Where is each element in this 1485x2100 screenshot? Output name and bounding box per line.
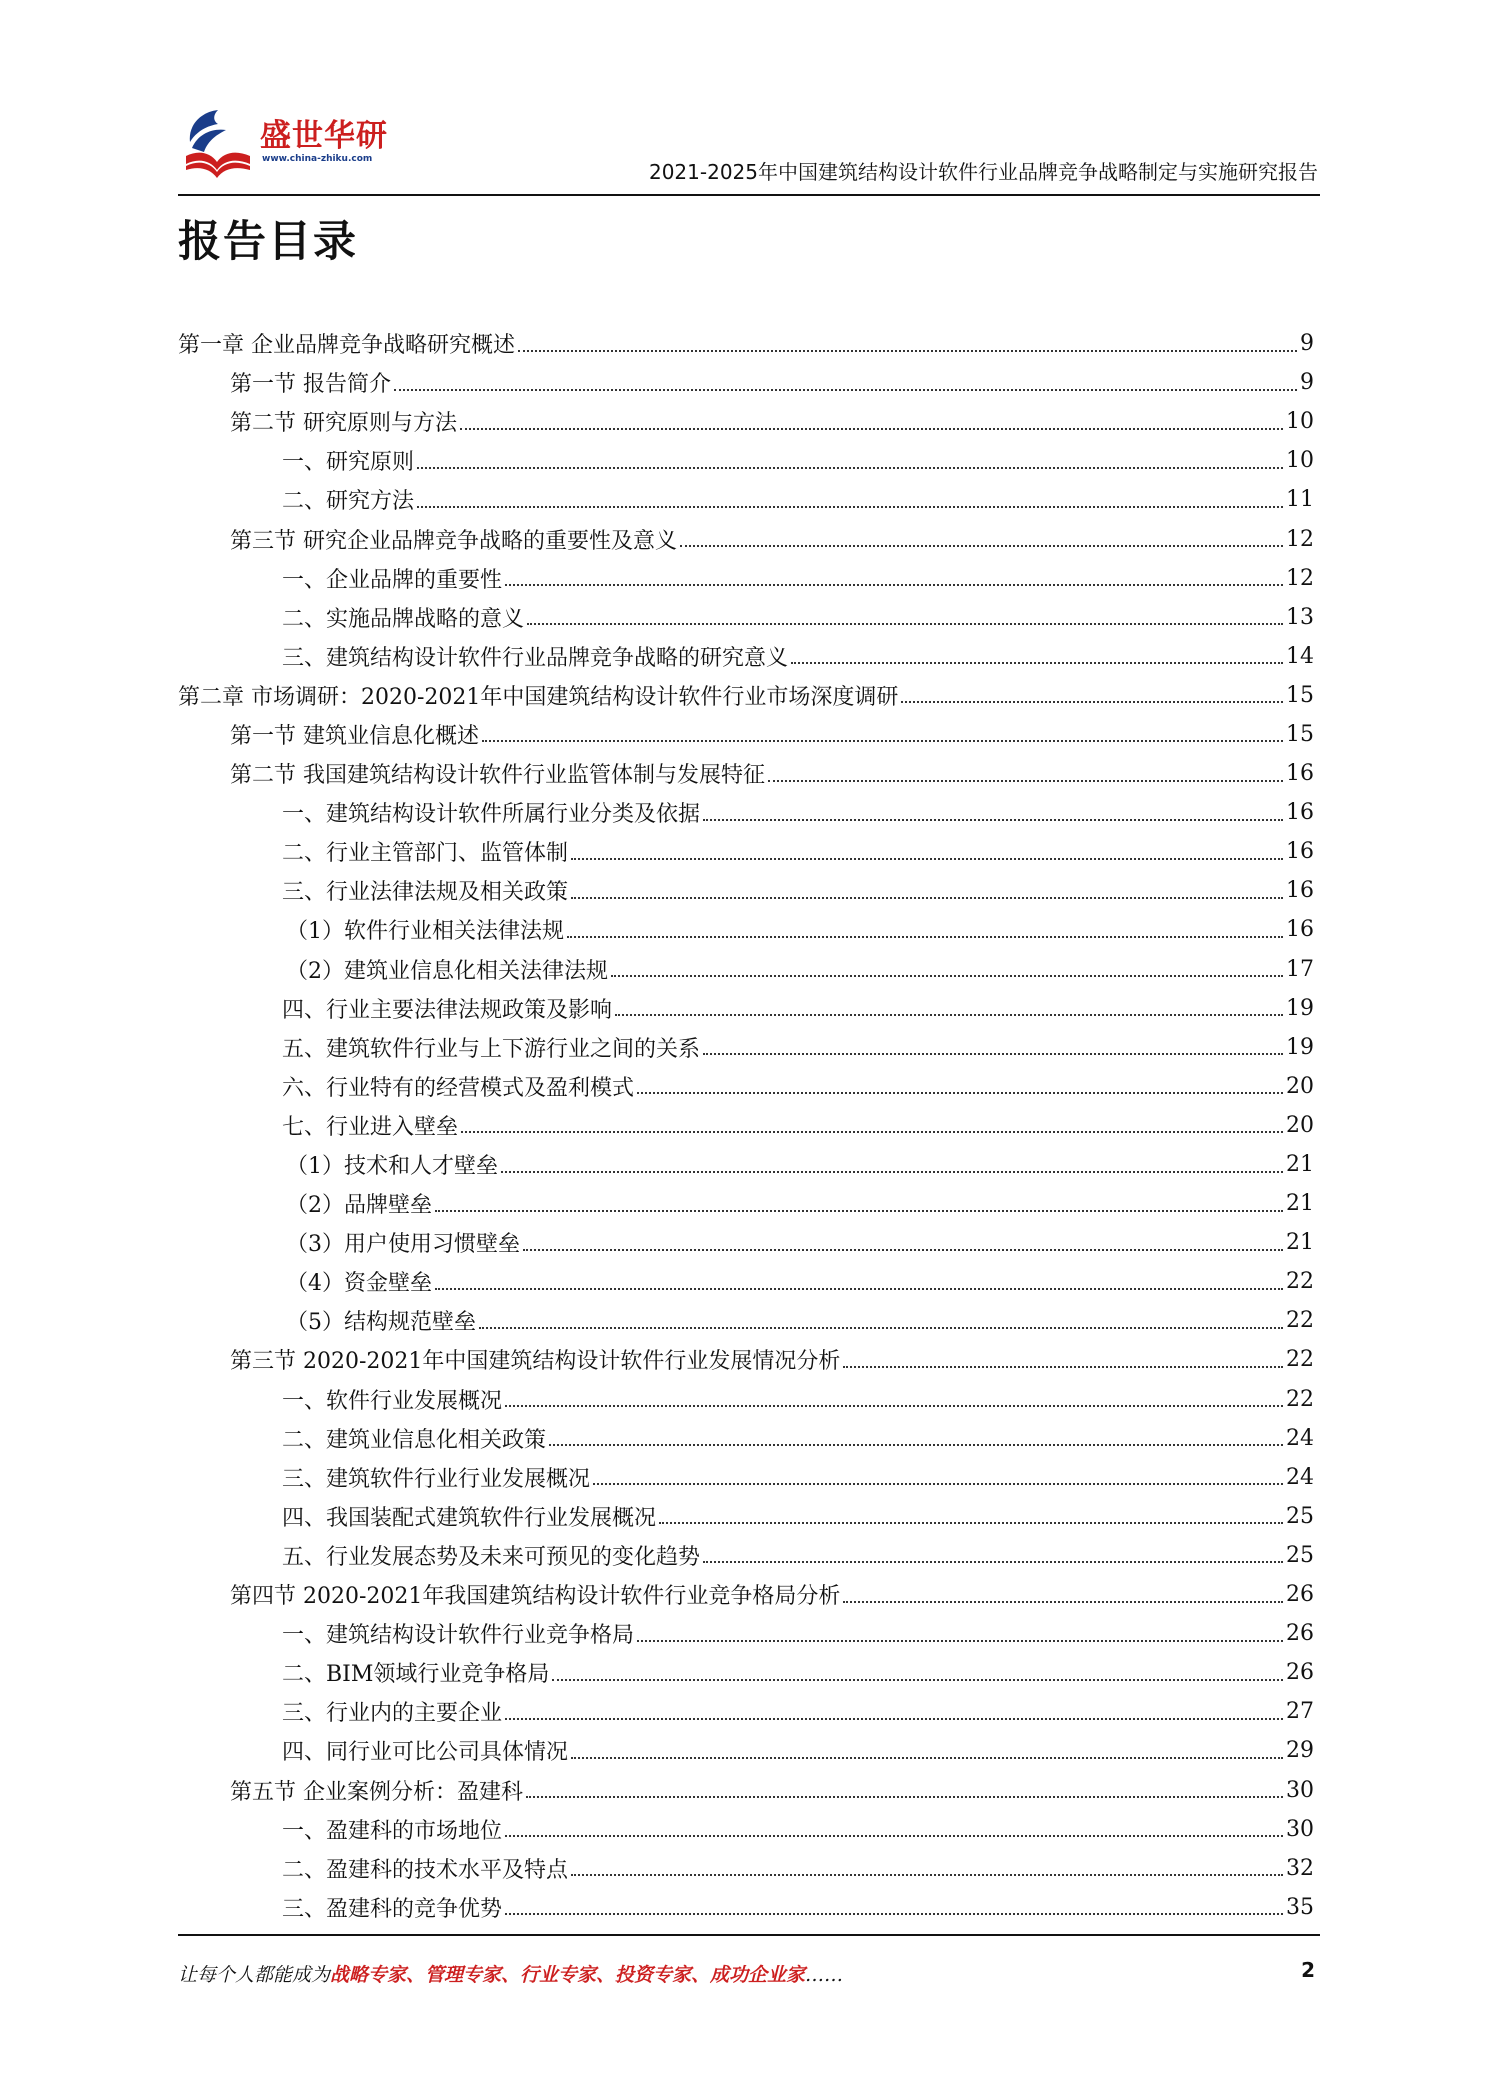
toc-leader-dots — [460, 428, 1283, 430]
toc-entry-label: 二、实施品牌战略的意义 — [282, 606, 525, 632]
toc-leader-dots — [417, 467, 1283, 469]
toc-entry-page: 16 — [1286, 761, 1314, 787]
toc-leader-dots — [501, 1171, 1283, 1173]
toc-leader-dots — [843, 1601, 1283, 1603]
toc-entry[interactable] — [178, 910, 1314, 949]
toc-entry-page: 19 — [1286, 1034, 1314, 1060]
toc-leader-dots — [703, 1053, 1283, 1055]
logo-url: www.china-zhiku.com — [262, 154, 373, 164]
toc-leader-dots — [482, 740, 1283, 742]
toc-entry-page: 30 — [1286, 1816, 1314, 1842]
toc-entry[interactable] — [178, 1380, 1314, 1419]
toc-entry-label: 二、研究方法 — [282, 489, 415, 515]
toc-entry[interactable] — [178, 1497, 1314, 1536]
toc-leader-dots — [901, 701, 1283, 703]
toc-leader-dots — [417, 506, 1283, 508]
toc-entry-page: 25 — [1286, 1503, 1314, 1529]
page-title: 报告目录 — [178, 217, 358, 267]
page-number: 2 — [1301, 1958, 1315, 1982]
toc-entry-label: 第四节 2020-2021年我国建筑结构设计软件行业竞争格局分析 — [230, 1584, 841, 1610]
toc-leader-dots — [703, 1561, 1283, 1563]
toc-entry-label: 一、建筑结构设计软件所属行业分类及依据 — [282, 802, 701, 828]
toc-entry-page: 29 — [1286, 1738, 1314, 1764]
toc-leader-dots — [593, 1483, 1283, 1485]
toc-entry[interactable] — [178, 1184, 1314, 1223]
toc-entry-label: （4）资金壁垒 — [286, 1271, 432, 1297]
toc-leader-dots — [567, 936, 1283, 938]
toc-entry-label: 二、建筑业信息化相关政策 — [282, 1427, 547, 1453]
toc-entry-page: 9 — [1300, 370, 1314, 396]
toc-entry[interactable] — [178, 519, 1314, 558]
report-title: 2021-2025年中国建筑结构设计软件行业品牌竞争战略制定与实施研究报告 — [648, 160, 1318, 184]
toc-entry[interactable] — [178, 559, 1314, 598]
toc-entry-label: 四、同行业可比公司具体情况 — [282, 1740, 569, 1766]
toc-entry[interactable] — [178, 1067, 1314, 1106]
toc-entry[interactable] — [178, 1770, 1314, 1809]
toc-entry-label: 第二节 我国建筑结构设计软件行业监管体制与发展特征 — [230, 763, 765, 789]
toc-leader-dots — [518, 350, 1297, 352]
toc-entry-page: 14 — [1286, 643, 1314, 669]
toc-entry-label: 一、建筑结构设计软件行业竞争格局 — [282, 1623, 635, 1649]
toc-entry-label: 四、行业主要法律法规政策及影响 — [282, 997, 613, 1023]
page-header — [178, 96, 1318, 196]
toc-leader-dots — [505, 1913, 1283, 1915]
toc-entry-page: 11 — [1286, 487, 1314, 513]
toc-entry[interactable] — [178, 871, 1314, 910]
toc-leader-dots — [505, 1405, 1283, 1407]
toc-leader-dots — [527, 623, 1283, 625]
toc-entry[interactable] — [178, 480, 1314, 519]
toc-entry[interactable] — [178, 1614, 1314, 1653]
toc-entry-page: 24 — [1286, 1464, 1314, 1490]
toc-entry-page: 35 — [1286, 1894, 1314, 1920]
footer-slogan — [178, 1960, 843, 1987]
toc-entry-page: 15 — [1286, 682, 1314, 708]
toc-entry-page: 12 — [1286, 565, 1314, 591]
toc-entry-label: 六、行业特有的经营模式及盈利模式 — [282, 1075, 635, 1101]
toc-entry[interactable] — [178, 1458, 1314, 1497]
toc-entry[interactable] — [178, 324, 1314, 363]
toc-leader-dots — [637, 1640, 1283, 1642]
toc-leader-dots — [615, 1014, 1283, 1016]
toc-leader-dots — [394, 389, 1297, 391]
toc-leader-dots — [571, 1757, 1283, 1759]
toc-entry-page: 32 — [1286, 1855, 1314, 1881]
toc-entry-page: 25 — [1286, 1542, 1314, 1568]
toc-entry-page: 21 — [1286, 1191, 1314, 1217]
toc-leader-dots — [505, 1835, 1283, 1837]
toc-entry[interactable] — [178, 598, 1314, 637]
toc-entry[interactable] — [178, 1106, 1314, 1145]
toc-leader-dots — [703, 819, 1283, 821]
slogan-prefix: 让每个人都能成为 — [178, 1964, 331, 1986]
toc-entry-label: 五、建筑软件行业与上下游行业之间的关系 — [282, 1036, 701, 1062]
toc-entry-label: 第三节 2020-2021年中国建筑结构设计软件行业发展情况分析 — [230, 1349, 841, 1375]
toc-entry-label: 第二章 市场调研：2020-2021年中国建筑结构设计软件行业市场深度调研 — [178, 684, 899, 710]
toc-entry[interactable] — [178, 793, 1314, 832]
toc-entry[interactable] — [178, 1653, 1314, 1692]
toc-leader-dots — [523, 1249, 1283, 1251]
toc-leader-dots — [435, 1288, 1283, 1290]
toc-entry-page: 21 — [1286, 1230, 1314, 1256]
toc-leader-dots — [571, 858, 1283, 860]
toc-entry-page: 21 — [1286, 1152, 1314, 1178]
toc-entry-page: 22 — [1286, 1386, 1314, 1412]
toc-entry-page: 30 — [1286, 1777, 1314, 1803]
toc-leader-dots — [479, 1327, 1283, 1329]
toc-entry-label: 第一章 企业品牌竞争战略研究概述 — [178, 333, 515, 359]
toc-entry-label: 四、我国装配式建筑软件行业发展概况 — [282, 1505, 657, 1531]
header-divider — [178, 194, 1320, 196]
toc-entry-page: 16 — [1286, 800, 1314, 826]
toc-entry-label: 三、行业法律法规及相关政策 — [282, 880, 569, 906]
toc-entry-label: 二、行业主管部门、监管体制 — [282, 841, 569, 867]
toc-entry-label: 第二节 研究原则与方法 — [230, 411, 457, 437]
toc-entry-page: 26 — [1286, 1621, 1314, 1647]
toc-entry-page: 22 — [1286, 1308, 1314, 1334]
toc-entry-label: （5）结构规范壁垒 — [286, 1310, 476, 1336]
toc-entry[interactable] — [178, 1731, 1314, 1770]
toc-entry-label: 二、盈建科的技术水平及特点 — [282, 1857, 569, 1883]
toc-entry-page: 27 — [1286, 1699, 1314, 1725]
toc-entry-label: 第三节 研究企业品牌竞争战略的重要性及意义 — [230, 528, 677, 554]
toc-entry[interactable] — [178, 754, 1314, 793]
toc-entry[interactable] — [178, 1262, 1314, 1301]
toc-entry-page: 10 — [1286, 409, 1314, 435]
toc-entry-page: 9 — [1300, 331, 1314, 357]
toc-entry-page: 16 — [1286, 878, 1314, 904]
toc-entry[interactable] — [178, 1692, 1314, 1731]
toc-leader-dots — [843, 1366, 1283, 1368]
toc-entry-label: 七、行业进入壁垒 — [282, 1114, 459, 1140]
toc-entry[interactable] — [178, 1340, 1314, 1379]
toc-entry[interactable] — [178, 441, 1314, 480]
toc-leader-dots — [768, 780, 1283, 782]
toc-leader-dots — [571, 1874, 1283, 1876]
toc-entry-label: （3）用户使用习惯壁垒 — [286, 1232, 520, 1258]
toc-entry[interactable] — [178, 1028, 1314, 1067]
toc-entry-page: 26 — [1286, 1582, 1314, 1608]
toc-entry-page: 19 — [1286, 995, 1314, 1021]
toc-entry-page: 16 — [1286, 839, 1314, 865]
table-of-contents — [178, 324, 1314, 1927]
toc-leader-dots — [549, 1444, 1283, 1446]
toc-entry-label: 第一节 报告简介 — [230, 372, 391, 398]
toc-leader-dots — [571, 897, 1283, 899]
toc-entry[interactable] — [178, 715, 1314, 754]
toc-leader-dots — [791, 662, 1283, 664]
logo-book-icon — [178, 104, 256, 182]
toc-entry-label: 五、行业发展态势及未来可预见的变化趋势 — [282, 1544, 701, 1570]
toc-entry[interactable] — [178, 989, 1314, 1028]
toc-leader-dots — [659, 1522, 1283, 1524]
toc-leader-dots — [637, 1092, 1283, 1094]
toc-entry[interactable] — [178, 676, 1314, 715]
toc-leader-dots — [526, 1796, 1283, 1798]
toc-leader-dots — [461, 1131, 1283, 1133]
toc-leader-dots — [611, 975, 1283, 977]
toc-entry[interactable] — [178, 1810, 1314, 1849]
toc-entry[interactable] — [178, 1849, 1314, 1888]
toc-entry-page: 22 — [1286, 1347, 1314, 1373]
toc-entry-page: 20 — [1286, 1112, 1314, 1138]
toc-leader-dots — [552, 1679, 1283, 1681]
toc-entry-label: （1）软件行业相关法律法规 — [286, 919, 564, 945]
toc-entry[interactable] — [178, 1301, 1314, 1340]
toc-leader-dots — [435, 1210, 1283, 1212]
toc-entry-page: 24 — [1286, 1425, 1314, 1451]
toc-entry[interactable] — [178, 363, 1314, 402]
toc-entry-label: 三、建筑软件行业行业发展概况 — [282, 1466, 591, 1492]
toc-entry-label: 三、行业内的主要企业 — [282, 1701, 503, 1727]
toc-entry-page: 10 — [1286, 448, 1314, 474]
toc-entry-label: 第五节 企业案例分析：盈建科 — [230, 1779, 523, 1805]
slogan-accent: 战略专家、管理专家、行业专家、投资专家、成功企业家 — [330, 1964, 806, 1986]
toc-entry-label: 一、盈建科的市场地位 — [282, 1818, 503, 1844]
slogan-suffix: …… — [805, 1964, 844, 1986]
toc-entry[interactable] — [178, 637, 1314, 676]
toc-entry-page: 16 — [1286, 917, 1314, 943]
toc-entry[interactable] — [178, 1419, 1314, 1458]
toc-entry-label: 一、企业品牌的重要性 — [282, 567, 503, 593]
toc-entry[interactable] — [178, 1536, 1314, 1575]
toc-entry-label: 三、建筑结构设计软件行业品牌竞争战略的研究意义 — [282, 645, 789, 671]
toc-entry[interactable] — [178, 832, 1314, 871]
toc-entry-label: 第一节 建筑业信息化概述 — [230, 723, 479, 749]
toc-entry-page: 22 — [1286, 1269, 1314, 1295]
toc-entry[interactable] — [178, 1223, 1314, 1262]
toc-entry-label: 二、BIM领域行业竞争格局 — [282, 1662, 550, 1688]
toc-entry-page: 26 — [1286, 1660, 1314, 1686]
toc-entry[interactable] — [178, 1145, 1314, 1184]
toc-leader-dots — [505, 1718, 1283, 1720]
footer-divider — [178, 1934, 1320, 1936]
toc-entry[interactable] — [178, 402, 1314, 441]
logo-text: 盛世华研 — [260, 118, 388, 154]
toc-entry-page: 13 — [1286, 604, 1314, 630]
toc-entry-label: 三、盈建科的竞争优势 — [282, 1896, 503, 1922]
toc-entry-label: 一、软件行业发展概况 — [282, 1388, 503, 1414]
toc-entry-page: 12 — [1286, 526, 1314, 552]
toc-entry[interactable] — [178, 950, 1314, 989]
toc-entry-label: （1）技术和人才壁垒 — [286, 1154, 498, 1180]
toc-entry-page: 15 — [1286, 721, 1314, 747]
toc-entry[interactable] — [178, 1888, 1314, 1927]
toc-entry-page: 20 — [1286, 1073, 1314, 1099]
toc-leader-dots — [680, 545, 1283, 547]
company-logo — [178, 104, 428, 186]
toc-leader-dots — [505, 584, 1283, 586]
toc-entry-label: （2）建筑业信息化相关法律法规 — [286, 958, 608, 984]
toc-entry-label: （2）品牌壁垒 — [286, 1193, 432, 1219]
toc-entry[interactable] — [178, 1575, 1314, 1614]
toc-entry-page: 17 — [1286, 956, 1314, 982]
toc-entry-label: 一、研究原则 — [282, 450, 415, 476]
